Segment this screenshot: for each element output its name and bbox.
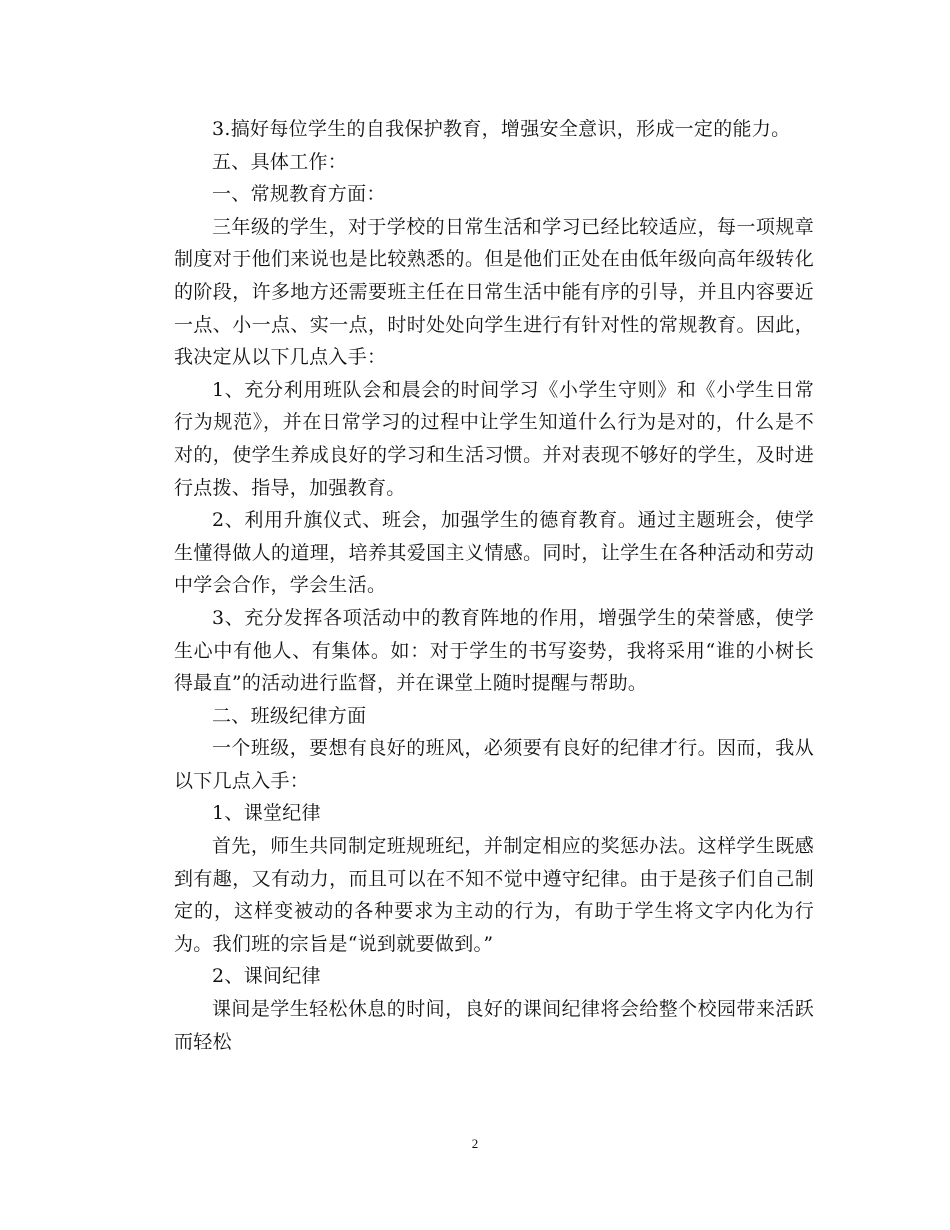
heading-routine-education: 一、常规教育方面： xyxy=(212,183,386,206)
paragraph-item-2-moral-education: 2、利用升旗仪式、班会，加强学生的德育教育。通过主题班会，使学生懂得做人的道理，培养其爱国主义情感。同时，让学生在各种活动和劳动中学会合作，学会生活。 xyxy=(174,509,814,597)
paragraph-recess-time: 课间是学生轻松休息的时间，良好的课间纪律将会给整个校园带来活跃而轻松 xyxy=(174,998,814,1053)
heading-recess-discipline: 2、课间纪律 xyxy=(212,965,321,988)
page-number: 2 xyxy=(471,1136,479,1151)
document-body xyxy=(174,113,814,1058)
heading-specific-work: 五、具体工作： xyxy=(212,150,348,173)
paragraph-item-1-rules: 1、充分利用班队会和晨会的时间学习《小学生守则》和《小学生日常行为规范》，并在日常学习的过程中让学生知道什么行为是对的，什么是不对的，使学生养成良好的学习和生活习惯。并对表现不够好的学生，及时进行点拨、指导，加强教育。 xyxy=(174,378,814,499)
paragraph-discipline-intro: 一个班级，要想有良好的班风，必须要有良好的纪律才行。因而，我从以下几点入手： xyxy=(174,737,814,792)
heading-classroom-discipline: 1、课堂纪律 xyxy=(212,802,321,825)
heading-class-discipline: 二、班级纪律方面 xyxy=(212,704,367,727)
paragraph-self-protection: 3.搞好每位学生的自我保护教育，增强安全意识，形成一定的能力。 xyxy=(212,118,791,140)
paragraph-item-3-activities: 3、充分发挥各项活动中的教育阵地的作用，增强学生的荣誉感，使学生心中有他人、有集体。如：对于学生的书写姿势，我将采用“谁的小树长得最直”的活动进行监督，并在课堂上随时提醒与帮助。 xyxy=(174,606,814,695)
paragraph-third-grade-students: 三年级的学生，对于学校的日常生活和学习已经比较适应，每一项规章制度对于他们来说也是比较熟悉的。但是他们正处在由低年级向高年级转化的阶段，许多地方还需要班主任在日常生活中能有序的引导，并且内容要近一点、小一点、实一点，时时处处向学生进行有针对性的常规教育。因此，我决定从以下几点入手： xyxy=(174,215,814,369)
paragraph-class-rules: 首先，师生共同制定班规班纪，并制定相应的奖惩办法。这样学生既感到有趣，又有动力，而且可以在不知不觉中遵守纪律。由于是孩子们自己制定的，这样变被动的各种要求为主动的行为，有助于学生将文字内化为行为。我们班的宗旨是“说到就要做到。” xyxy=(174,835,814,955)
